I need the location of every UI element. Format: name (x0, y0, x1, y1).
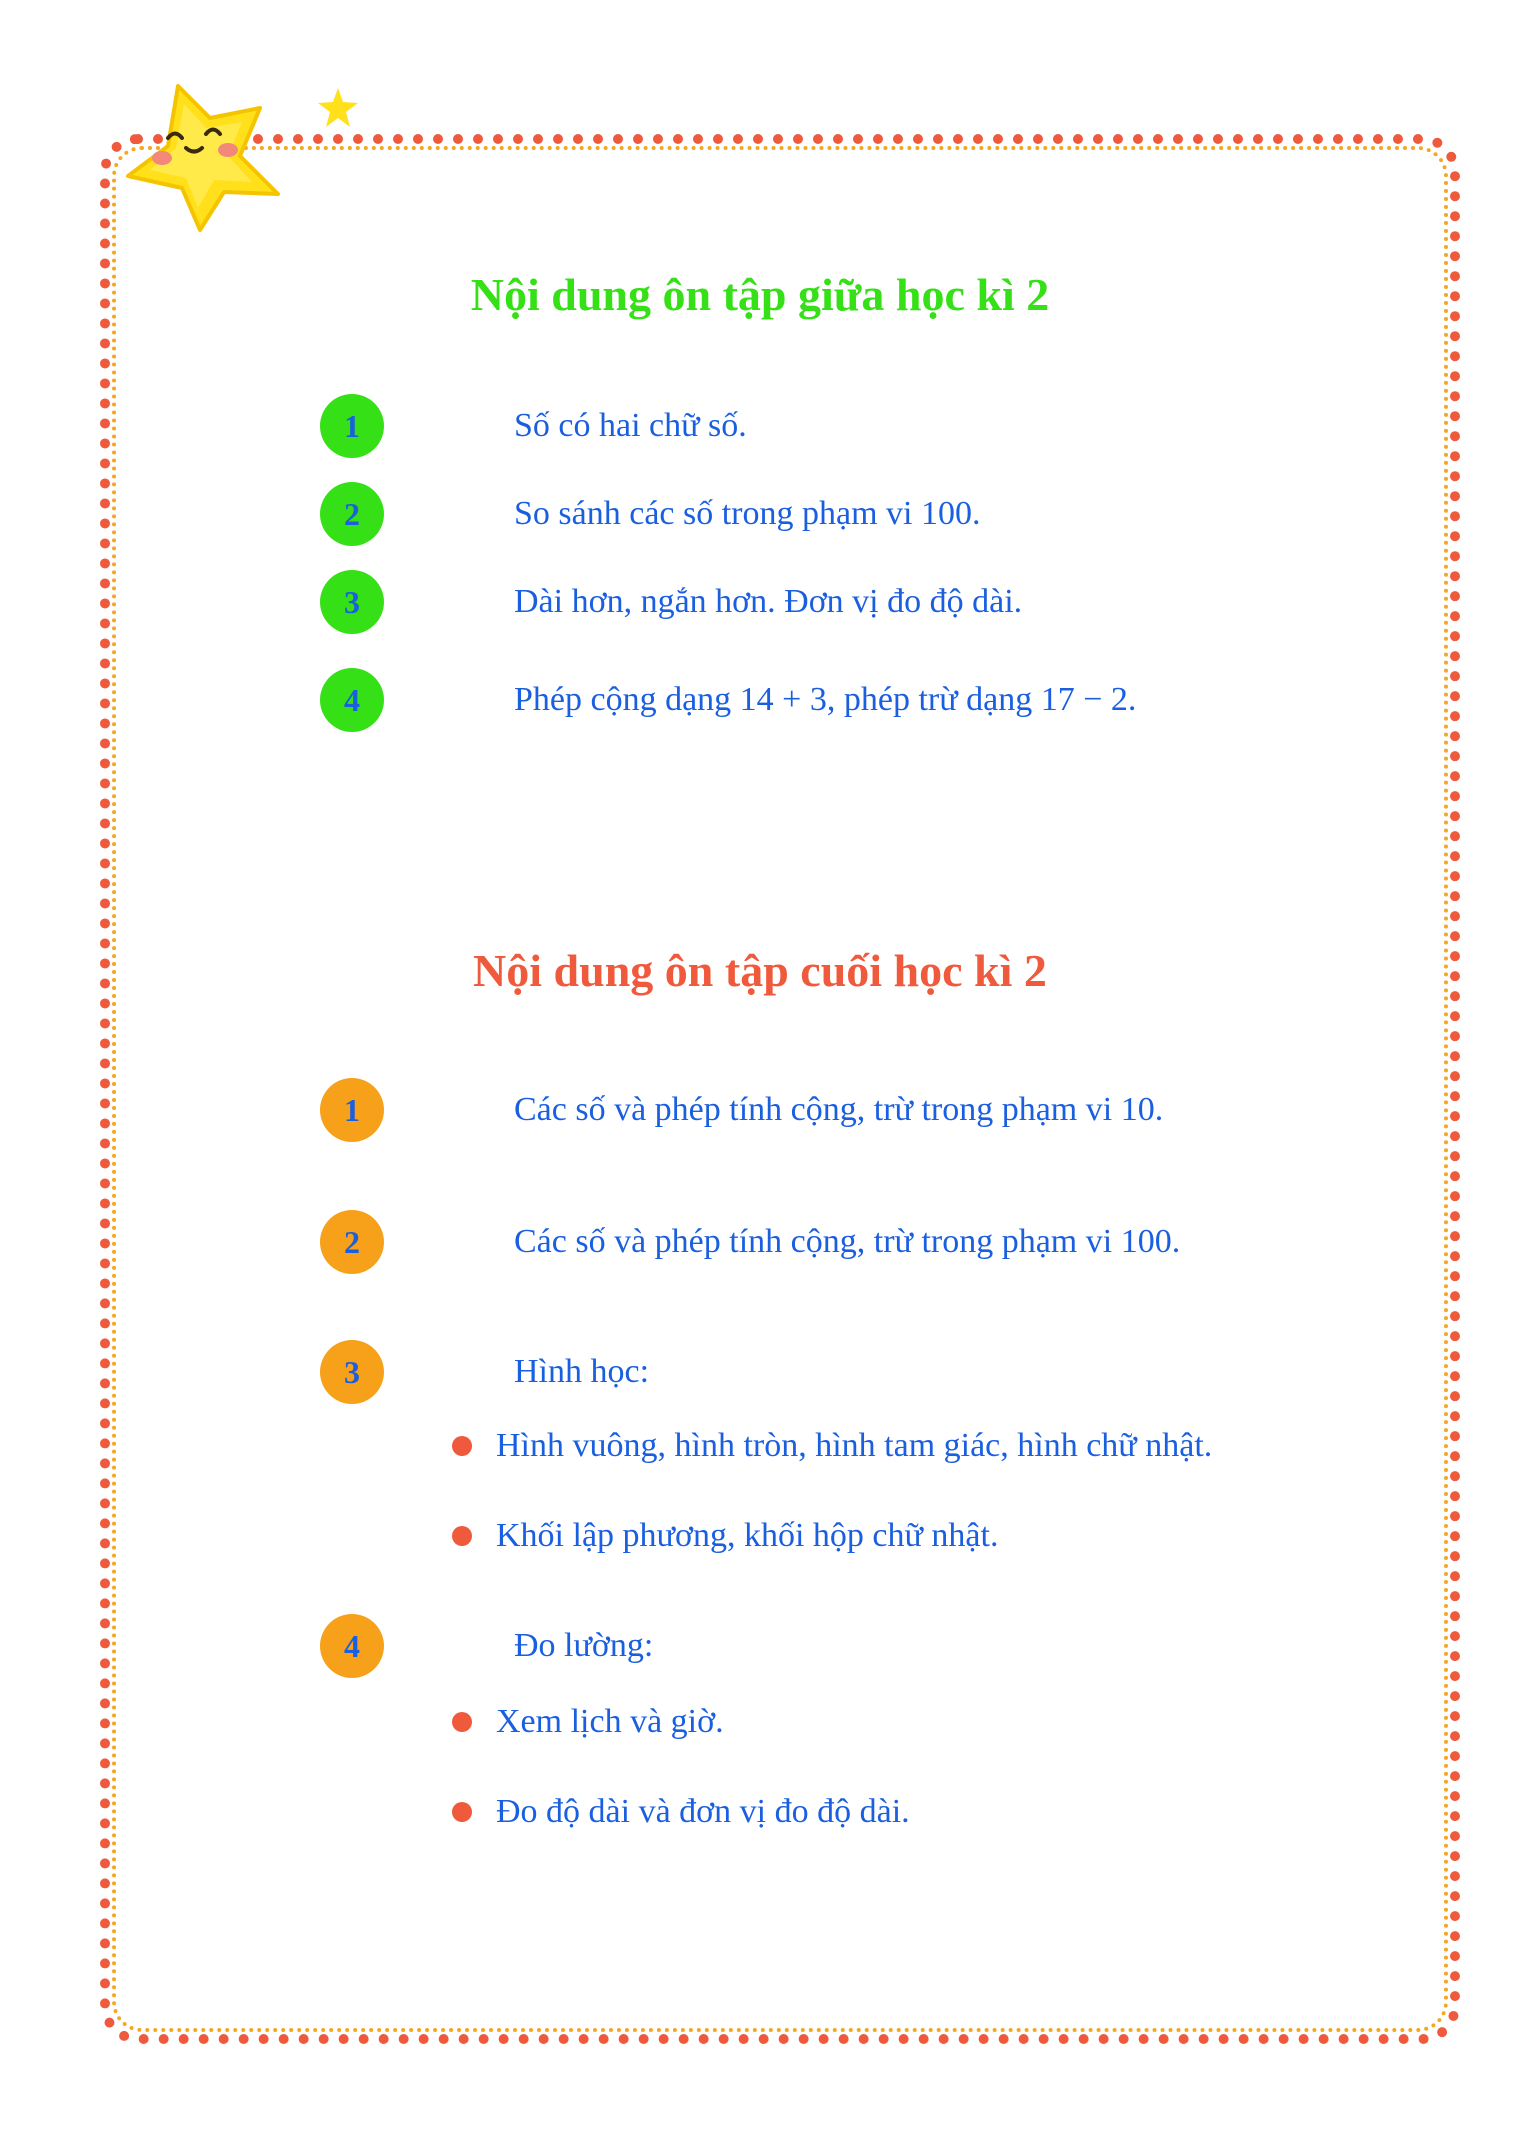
bullet-dot (452, 1526, 472, 1546)
item-text: Số có hai chữ số. (514, 407, 747, 444)
mid-term-item (320, 482, 981, 546)
bullet-text: Xem lịch và giờ. (496, 1703, 724, 1740)
number-badge: 3 (320, 1340, 384, 1404)
number-badge: 4 (320, 668, 384, 732)
end-term-item (320, 1210, 1180, 1274)
item-text: Đo lường: (514, 1627, 654, 1664)
end-term-item (320, 1078, 1163, 1142)
bullet-text: Hình vuông, hình tròn, hình tam giác, hình chữ nhật. (496, 1427, 1213, 1464)
bullet-item (452, 1427, 1212, 1465)
mid-term-item (320, 394, 747, 458)
item-text: Các số và phép tính cộng, trừ trong phạm vi 10. (514, 1091, 1164, 1128)
end-term-item (320, 1340, 649, 1404)
bullet-text: Khối lập phương, khối hộp chữ nhật. (496, 1517, 999, 1554)
bullet-item (452, 1793, 910, 1831)
end-term-title: Nội dung ôn tập cuối học kì 2 (473, 945, 1047, 996)
item-text: Phép cộng dạng 14 + 3, phép trừ dạng 17 − 2. (514, 681, 1137, 718)
mid-term-item (320, 570, 1022, 634)
star-mascot-icon (110, 78, 290, 238)
bullet-dot (452, 1712, 472, 1732)
end-term-item (320, 1614, 653, 1678)
bullet-dot (452, 1436, 472, 1456)
item-text: Các số và phép tính cộng, trừ trong phạm vi 100. (514, 1223, 1181, 1260)
item-text: Hình học: (514, 1353, 650, 1390)
item-text: So sánh các số trong phạm vi 100. (514, 495, 981, 532)
item-text: Dài hơn, ngắn hơn. Đơn vị đo độ dài. (514, 583, 1023, 620)
number-badge: 4 (320, 1614, 384, 1678)
bullet-dot (452, 1802, 472, 1822)
number-badge: 3 (320, 570, 384, 634)
bullet-item (452, 1703, 724, 1741)
mid-term-title: Nội dung ôn tập giữa học kì 2 (470, 269, 1050, 320)
number-badge: 1 (320, 1078, 384, 1142)
mid-term-item (320, 668, 1136, 732)
number-badge: 1 (320, 394, 384, 458)
number-badge: 2 (320, 482, 384, 546)
number-badge: 2 (320, 1210, 384, 1274)
sparkle-star-icon (316, 86, 360, 130)
bullet-item (452, 1517, 998, 1555)
bullet-text: Đo độ dài và đơn vị đo độ dài. (496, 1793, 910, 1830)
